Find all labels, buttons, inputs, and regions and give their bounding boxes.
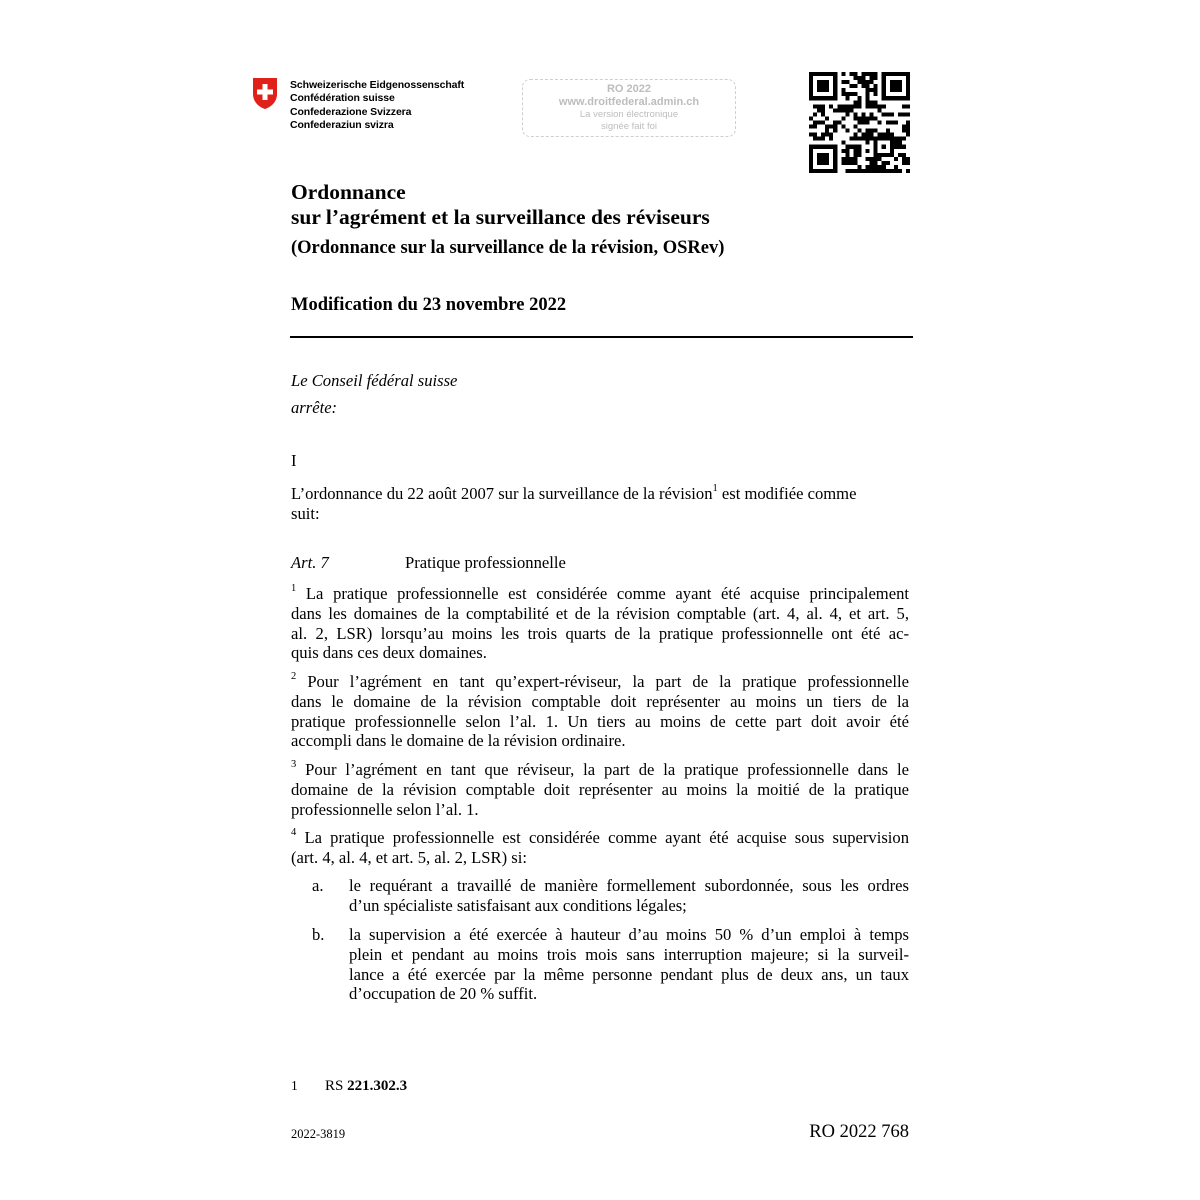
paragraph-line [291, 672, 909, 692]
paragraph-line: dans le domaine de la révision comptable doit représenter au moins un tiers de la [291, 691, 909, 711]
paragraph-line: quis dans ces deux domaines. [291, 643, 487, 663]
preamble-council: Le Conseil fédéral suisse [291, 371, 458, 390]
footnote-ref[interactable]: 1 [712, 483, 718, 495]
confederation-name-de: Schweizerische Eidgenossenschaft [290, 79, 465, 91]
stamp-note-2: signée fait foi [601, 121, 657, 132]
list-item-line: la supervision a été exercée à hauteur d’au moins 50 % d’un emploi à temps [349, 925, 909, 944]
preamble-decrees: arrête: [291, 398, 338, 417]
paragraph-number: 2 [291, 671, 297, 683]
footnote-text [325, 1078, 407, 1095]
intro-line-2: suit: [291, 503, 320, 523]
qr-code-icon[interactable] [809, 72, 910, 173]
paragraph-line [291, 584, 909, 604]
list-item-line: le requérant a travaillé de manière formellement subordonnée, sous les ordres [349, 876, 909, 895]
list-item-line: d’occupation de 20 % suffit. [349, 984, 538, 1004]
page-title [291, 180, 710, 230]
intro-line-1 [291, 484, 856, 504]
title-line-2: sur l’agrément et la surveillance des réviseurs [291, 205, 710, 229]
paragraph-line [291, 828, 909, 848]
footnote-number: 1 [291, 1078, 298, 1093]
stamp-url[interactable]: www.droitfederal.admin.ch [558, 96, 700, 108]
paragraph-line: pratique professionnelle selon l’al. 1. Un tiers au moins de cette part doit avoir été [291, 711, 909, 731]
paragraph-line: professionnelle selon l’al. 1. [291, 799, 479, 819]
list-item-line: plein et pendant au moins trois mois sans interruption majeure; si la surveil- [349, 944, 909, 964]
paragraph-text: Pour l’agrément en tant que réviseur, la part de la pratique professionnelle dans le [296, 760, 909, 779]
confederation-name-rm: Confederaziun svizra [290, 118, 394, 131]
list-item-letter: b. [312, 925, 325, 944]
paragraph-line: al. 2, LSR) lorsqu’au moins les trois quarts de la pratique professionnelle ont été ac- [291, 623, 909, 643]
paragraph-line: dans les domaines de la comptabilité et de la révision comptable (art. 4, al. 4, et art. 5, [291, 603, 909, 623]
paragraph-line: domaine de la révision comptable doit représenter au moins la moitié de la pratique [291, 779, 909, 799]
short-title: (Ordonnance sur la surveillance de la révision, OSRev) [291, 238, 725, 258]
preamble [291, 367, 457, 421]
article-title: Pratique professionnelle [405, 553, 566, 572]
paragraph-number: 3 [291, 759, 297, 771]
stamp-note-1: La version électronique [579, 109, 679, 120]
paragraph-number: 4 [291, 827, 297, 839]
article-number: Art. 7 [291, 553, 329, 572]
paragraph-text: La pratique professionnelle est considérée comme ayant été acquise sous supervision [296, 828, 909, 847]
confederation-name-fr: Confédération suisse [290, 92, 395, 105]
paragraph-line: (art. 4, al. 4, et art. 5, al. 2, LSR) si: [291, 847, 527, 867]
footnote-ref-number[interactable]: 221.302.3 [347, 1078, 408, 1094]
document-id: 2022-3819 [291, 1127, 346, 1141]
confederation-names [290, 79, 464, 132]
swiss-emblem-icon [251, 77, 279, 110]
stamp-ro: RO 2022 [606, 83, 652, 95]
intro-text-a: L’ordonnance du 22 août 2007 sur la surveillance de la révision [291, 484, 713, 503]
confederation-name-it: Confederazione Svizzera [290, 105, 412, 118]
paragraph-line: accompli dans le domaine de la révision ordinaire. [291, 731, 626, 751]
paragraph-text: Pour l’agrément en tant qu’expert-réviseur, la part de la pratique professionnelle [296, 672, 909, 691]
section-number: I [291, 451, 297, 470]
list-item-line: lance a été exercée par la même personne pendant plus de deux ans, un taux [349, 964, 909, 984]
electronic-signature-stamp [522, 79, 736, 137]
paragraph-line [291, 760, 909, 780]
list-item-line: d’un spécialiste satisfaisant aux conditions légales; [349, 895, 687, 915]
ro-reference: RO 2022 768 [809, 1122, 909, 1142]
paragraph-text: La pratique professionnelle est considérée comme ayant été acquise principalement [296, 584, 909, 603]
list-item-letter: a. [312, 876, 324, 895]
footnote-prefix: RS [325, 1078, 348, 1094]
intro-text-b: est modifiée comme [717, 484, 857, 503]
modification-date: Modification du 23 novembre 2022 [291, 295, 567, 315]
paragraph-number: 1 [291, 583, 297, 595]
title-line-1: Ordonnance [291, 180, 406, 204]
title-divider [290, 336, 913, 338]
